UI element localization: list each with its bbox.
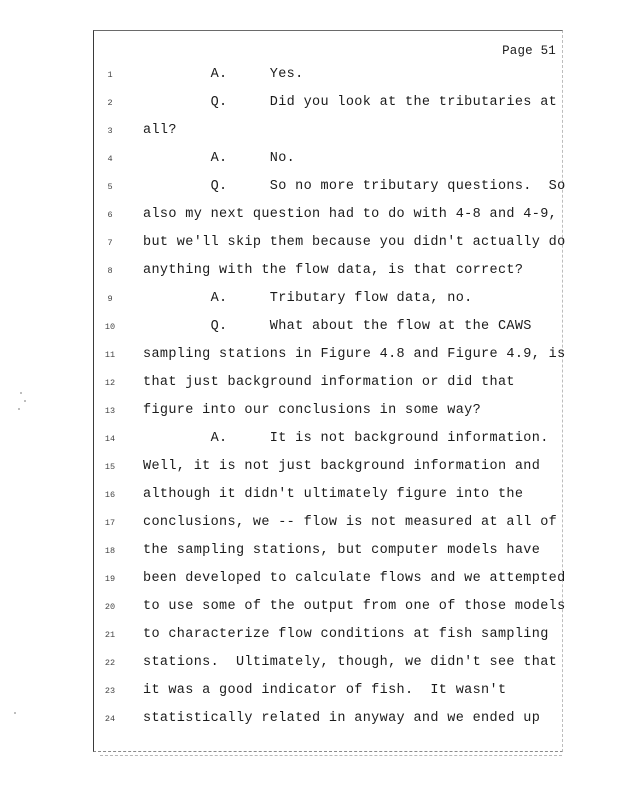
line-text: A. No.: [143, 151, 296, 166]
line-number: 17: [104, 518, 116, 528]
transcript-line: [0, 597, 618, 617]
transcript-line: [0, 317, 618, 337]
line-text: statistically related in anyway and we ended up: [143, 711, 541, 726]
line-text: Q. Did you look at the tributaries at: [143, 95, 558, 110]
transcript-line: [0, 149, 618, 169]
transcript-line: [0, 345, 618, 365]
line-text: to characterize flow conditions at fish sampling: [143, 627, 549, 642]
line-text: it was a good indicator of fish. It wasn't: [143, 683, 507, 698]
line-number: 13: [104, 406, 116, 416]
line-number: 11: [104, 350, 116, 360]
line-text: also my next question had to do with 4-8 and 4-9,: [143, 207, 558, 222]
line-text: to use some of the output from one of those models: [143, 599, 566, 614]
transcript-line: [0, 625, 618, 645]
transcript-line: [0, 681, 618, 701]
line-number: 23: [104, 686, 116, 696]
transcript-line: [0, 485, 618, 505]
line-number: 9: [107, 294, 113, 304]
line-number: 2: [107, 98, 113, 108]
line-text: A. Yes.: [143, 67, 304, 82]
line-text: Well, it is not just background information and: [143, 459, 541, 474]
line-number: 12: [104, 378, 116, 388]
line-text: but we'll skip them because you didn't actually do: [143, 235, 566, 250]
transcript-line: [0, 401, 618, 421]
transcript-line: [0, 121, 618, 141]
transcript-line: [0, 65, 618, 85]
line-number: 15: [104, 462, 116, 472]
transcript-line: [0, 513, 618, 533]
transcript-line: [0, 429, 618, 449]
line-number: 19: [104, 574, 116, 584]
line-text: conclusions, we -- flow is not measured at all of: [143, 515, 558, 530]
line-number: 14: [104, 434, 116, 444]
transcript-line: [0, 541, 618, 561]
line-number: 5: [107, 182, 113, 192]
scan-speck: [20, 392, 22, 394]
transcript-line: [0, 289, 618, 309]
line-text: A. Tributary flow data, no.: [143, 291, 473, 306]
line-number: 10: [104, 322, 116, 332]
scan-speck: [18, 408, 20, 410]
line-number: 18: [104, 546, 116, 556]
line-text: that just background information or did that: [143, 375, 515, 390]
line-text: sampling stations in Figure 4.8 and Figure 4.9, is: [143, 347, 566, 362]
transcript-line: [0, 569, 618, 589]
transcript-line: [0, 709, 618, 729]
line-number: 1: [107, 70, 113, 80]
page-number: Page 51: [502, 44, 556, 58]
line-number: 21: [104, 630, 116, 640]
line-text: been developed to calculate flows and we attempted: [143, 571, 566, 586]
line-number: 6: [107, 210, 113, 220]
transcript-line: [0, 653, 618, 673]
transcript-line: [0, 177, 618, 197]
line-text: A. It is not background information.: [143, 431, 549, 446]
line-text: although it didn't ultimately figure into the: [143, 487, 524, 502]
line-number: 8: [107, 266, 113, 276]
transcript-line: [0, 233, 618, 253]
transcript-line: [0, 457, 618, 477]
line-number: 22: [104, 658, 116, 668]
transcript-line: [0, 205, 618, 225]
line-number: 7: [107, 238, 113, 248]
line-number: 16: [104, 490, 116, 500]
line-number: 4: [107, 154, 113, 164]
line-number: 24: [104, 714, 116, 724]
page-bottom-edge: [100, 755, 562, 756]
transcript-line: [0, 261, 618, 281]
line-text: the sampling stations, but computer models have: [143, 543, 541, 558]
line-text: all?: [143, 123, 177, 138]
line-text: Q. So no more tributary questions. So: [143, 179, 566, 194]
line-text: stations. Ultimately, though, we didn't see that: [143, 655, 558, 670]
transcript-line: [0, 93, 618, 113]
line-text: Q. What about the flow at the CAWS: [143, 319, 532, 334]
scan-speck: [24, 400, 26, 402]
line-text: figure into our conclusions in some way?: [143, 403, 482, 418]
line-number: 3: [107, 126, 113, 136]
scan-speck: [14, 712, 16, 714]
line-text: anything with the flow data, is that correct?: [143, 263, 524, 278]
transcript-line: [0, 373, 618, 393]
line-number: 20: [104, 602, 116, 612]
